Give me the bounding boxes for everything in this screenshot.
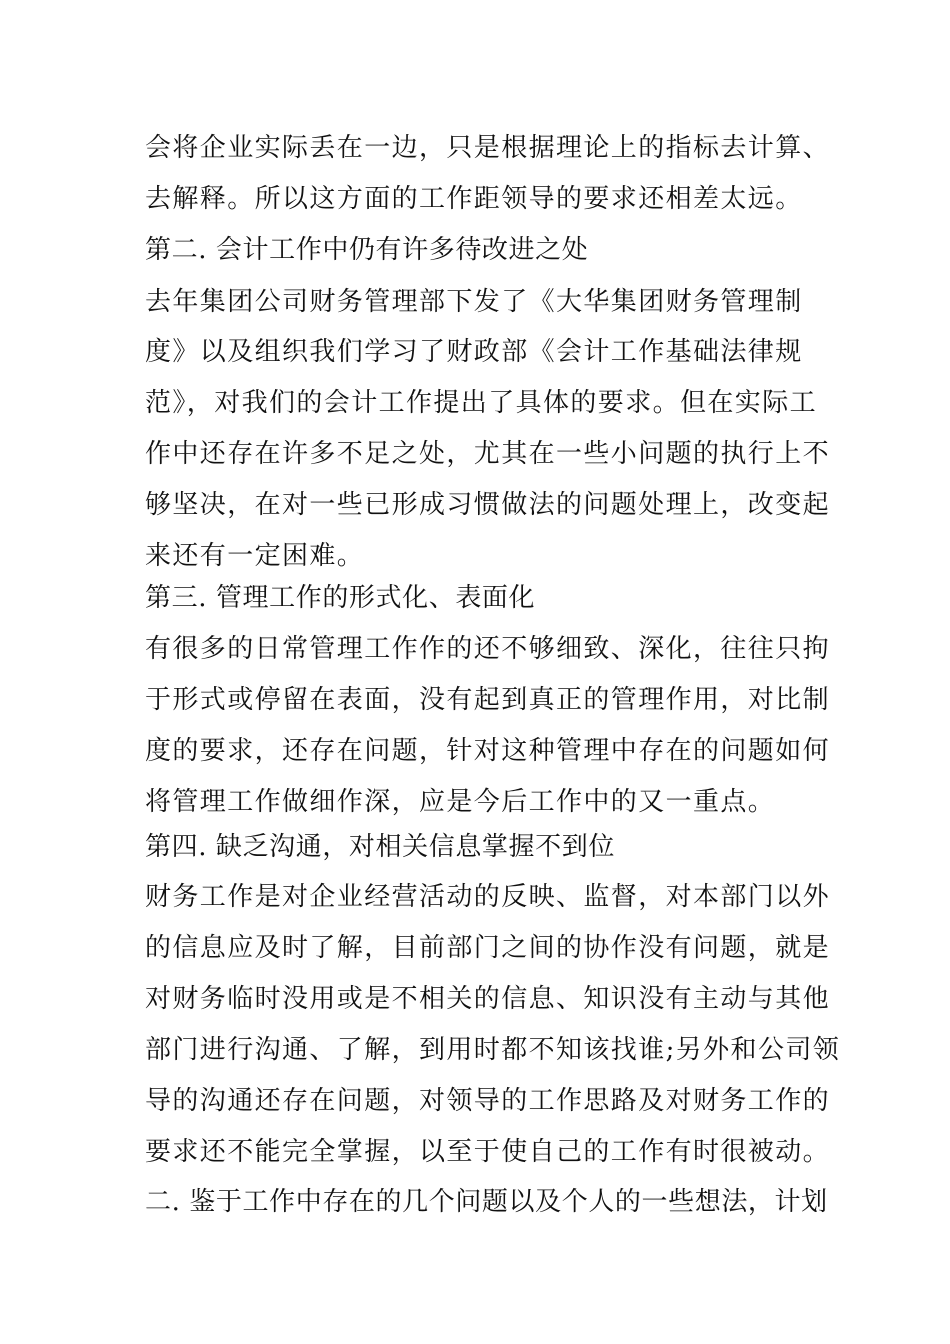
- paragraph-line: 有很多的日常管理工作作的还不够细致、深化，往往只拘: [145, 634, 831, 664]
- paragraph-line: 去解释。所以这方面的工作距领导的要求还相差太远。: [145, 184, 803, 214]
- section-heading-4: 第四. 缺乏沟通，对相关信息掌握不到位: [145, 832, 615, 862]
- paragraph-line: 导的沟通还存在问题，对领导的工作思路及对财务工作的: [145, 1086, 831, 1116]
- paragraph-line: 够坚决，在对一些已形成习惯做法的问题处理上，改变起: [145, 490, 831, 520]
- paragraph-line: 范》，对我们的会计工作提出了具体的要求。但在实际工: [145, 388, 818, 418]
- paragraph-line: 会将企业实际丢在一边，只是根据理论上的指标去计算、: [145, 133, 831, 163]
- paragraph-line: 去年集团公司财务管理部下发了《大华集团财务管理制: [145, 287, 803, 317]
- paragraph-line: 作中还存在许多不足之处，尤其在一些小问题的执行上不: [145, 439, 831, 469]
- paragraph-line: 的信息应及时了解，目前部门之间的协作没有问题，就是: [145, 933, 831, 963]
- paragraph-line: 于形式或停留在表面，没有起到真正的管理作用，对比制: [145, 685, 831, 715]
- paragraph-line: 度的要求，还存在问题，针对这种管理中存在的问题如何: [145, 736, 831, 766]
- paragraph-line: 来还有一定困难。: [145, 541, 365, 571]
- section-heading-2: 第二. 会计工作中仍有许多待改进之处: [145, 235, 589, 265]
- section-heading-3: 第三. 管理工作的形式化、表面化: [145, 583, 536, 613]
- paragraph-line: 将管理工作做细作深，应是今后工作中的又一重点。: [145, 787, 776, 817]
- paragraph-line: 财务工作是对企业经营活动的反映、监督，对本部门以外: [145, 882, 831, 912]
- paragraph-line: 度》以及组织我们学习了财政部《会计工作基础法律规: [145, 337, 803, 367]
- paragraph-line: 对财务临时没用或是不相关的信息、知识没有主动与其他: [145, 984, 831, 1014]
- paragraph-line: 要求还不能完全掌握，以至于使自己的工作有时很被动。: [145, 1137, 831, 1167]
- paragraph-line: 部门进行沟通、了解，到用时都不知该找谁;另外和公司领: [145, 1035, 841, 1065]
- section-heading-two: 二. 鉴于工作中存在的几个问题以及个人的一些想法，计划: [145, 1187, 828, 1217]
